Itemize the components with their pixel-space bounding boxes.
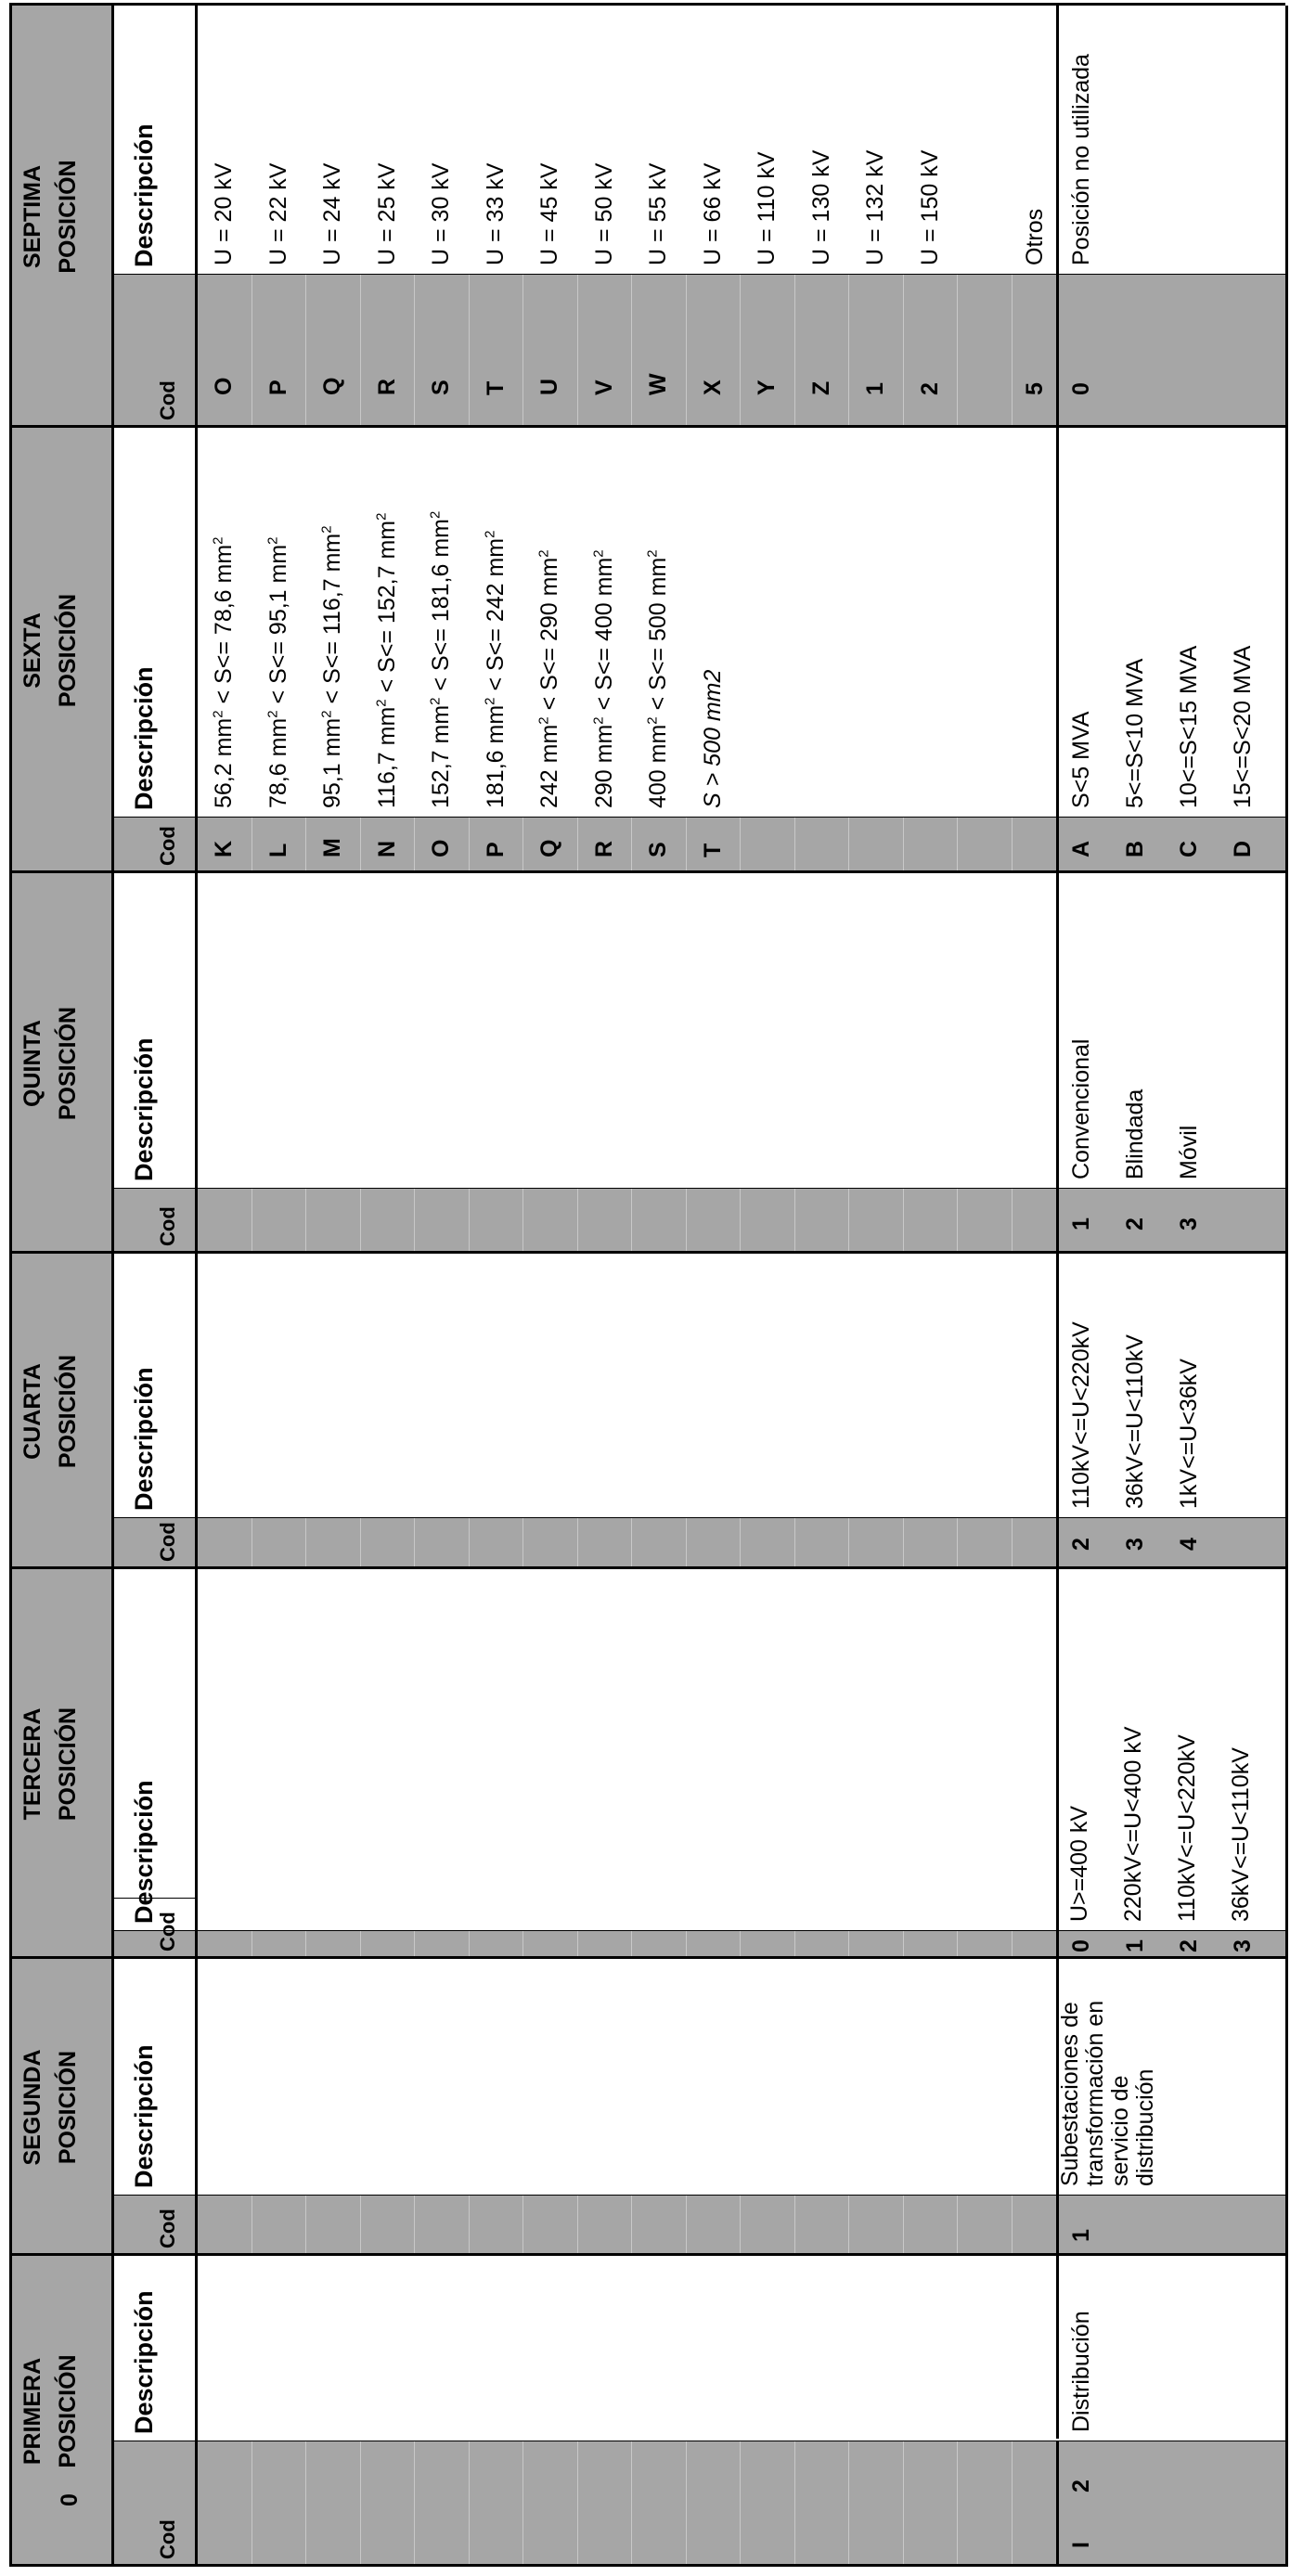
sexta-lower-cod: A — [1068, 840, 1094, 857]
quinta-cod: 2 — [1122, 1217, 1148, 1230]
code-row-rule — [794, 2196, 795, 2256]
code-row-rule — [469, 275, 470, 428]
code-row-rule — [794, 1518, 795, 1569]
septima-desc: U = 30 kV — [428, 162, 454, 265]
code-row-rule — [414, 2196, 415, 2256]
septima-cod: 5 — [1022, 382, 1048, 395]
code-row-rule — [577, 2196, 578, 2256]
code-row-rule — [686, 275, 687, 428]
code-row-rule — [360, 2441, 361, 2567]
septima-cod: Y — [754, 380, 780, 395]
section-title-line2: POSICIÓN — [55, 1707, 81, 1822]
sexta-desc-part: 400 mm — [645, 724, 671, 808]
septima-desc: U = 132 kV — [862, 149, 888, 265]
sexta-lower-desc: 15<=S<20 MVA — [1230, 645, 1256, 808]
sexta-cod: M — [319, 838, 345, 857]
cuarta-cod: 3 — [1122, 1538, 1148, 1551]
cod-header-label: Cod — [156, 2209, 179, 2248]
sexta-desc-part: < S<= 400 mm — [590, 557, 617, 717]
code-row-rule — [577, 2441, 578, 2567]
code-row-rule — [305, 1518, 306, 1569]
code-row-rule — [794, 1189, 795, 1254]
code-row-rule — [469, 1518, 470, 1569]
tercera-cod: 2 — [1176, 1939, 1202, 1952]
tercera-desc: 110kV<=U<220kV — [1174, 1734, 1200, 1922]
septima-cod: W — [645, 373, 671, 395]
code-row-rule — [360, 1518, 361, 1569]
septima-cod: R — [373, 378, 400, 395]
septima-desc: U = 25 kV — [373, 162, 400, 265]
sexta-desc-part: 2 — [535, 549, 552, 558]
desc-header-label: Descripción — [130, 666, 158, 810]
septima-cod: 1 — [862, 382, 888, 395]
septima-cod: 2 — [916, 382, 943, 395]
septima-cod: 0 — [1068, 382, 1094, 395]
section-left-rule-1 — [9, 2253, 1285, 2256]
code-row-rule — [631, 275, 632, 428]
section-title-line2: POSICIÓN — [55, 1006, 81, 1121]
cuarta-desc: 36kV<=U<110kV — [1122, 1334, 1148, 1509]
code-row-rule — [577, 1931, 578, 1959]
section-left-rule-5 — [9, 870, 1285, 873]
section-title-line1: CUARTA — [19, 1363, 45, 1460]
code-row-rule — [740, 2196, 741, 2256]
sexta-desc-part: 2 — [644, 549, 661, 558]
code-row-rule — [686, 2441, 687, 2567]
code-row-rule — [957, 1931, 958, 1959]
sexta-desc-part: < S<= 181,6 mm — [428, 519, 454, 698]
code-desc-divider-2 — [111, 1930, 1285, 1931]
sexta-desc-part: < S<= 290 mm — [536, 557, 562, 717]
sexta-lower-desc: S<5 MVA — [1068, 711, 1094, 808]
sexta-desc-part: 2 — [590, 549, 607, 558]
sexta-desc-part: 2 — [210, 710, 226, 718]
sexta-desc-part: 181,6 mm — [482, 704, 509, 808]
septima-cod: S — [428, 380, 454, 395]
code-row-rule — [957, 2441, 958, 2567]
cuarta-desc: 110kV<=U<220kV — [1068, 1321, 1094, 1509]
code-row-rule — [577, 818, 578, 873]
sexta-cod: P — [482, 842, 509, 857]
sexta-desc — [210, 536, 239, 808]
sexta-desc-part: < S<= 152,7 mm — [373, 520, 400, 700]
code-row-rule — [360, 2196, 361, 2256]
cod-header-label: Cod — [156, 380, 179, 420]
code-row-rule — [848, 1931, 849, 1959]
code-row-rule — [903, 818, 904, 873]
code-row-rule — [686, 818, 687, 873]
code-column-bg-6 — [1056, 275, 1285, 428]
sexta-cod: S — [645, 842, 671, 857]
code-row-rule — [740, 1931, 741, 1959]
sexta-desc-part: 2 — [373, 512, 390, 521]
quinta-desc: Blindada — [1122, 1088, 1148, 1179]
septima-cod: O — [211, 377, 237, 395]
sexta-desc — [644, 549, 673, 808]
septima-cod: Q — [319, 377, 345, 395]
code-row-rule — [794, 818, 795, 873]
desc-header-label: Descripción — [130, 2290, 158, 2434]
sexta-lower-cod: C — [1176, 840, 1202, 857]
section-title-line2: POSICIÓN — [55, 2050, 81, 2165]
septima-desc: U = 20 kV — [211, 162, 237, 265]
code-row-rule — [686, 1189, 687, 1254]
desc-column-bg-3 — [111, 1254, 1285, 1518]
quinta-cod: 1 — [1068, 1217, 1094, 1230]
code-row-rule — [1012, 818, 1013, 873]
code-row-rule — [305, 2196, 306, 2256]
sexta-desc-part: 2 — [264, 536, 281, 545]
cuarta-desc: 1kV<=U<36kV — [1176, 1359, 1202, 1509]
tercera-desc: U>=400 kV — [1066, 1805, 1092, 1922]
code-row-rule — [469, 2196, 470, 2256]
sexta-desc-part: 95,1 mm — [319, 717, 345, 808]
septima-desc: U = 150 kV — [916, 149, 943, 265]
code-row-rule — [305, 2441, 306, 2567]
sexta-desc-part: 2 — [427, 697, 444, 705]
code-row-rule — [577, 1518, 578, 1569]
sexta-desc-part: < S<= 116,7 mm — [319, 533, 345, 711]
code-row-rule — [577, 1189, 578, 1254]
sexta-desc-part: 2 — [210, 536, 226, 545]
code-row-rule — [903, 2196, 904, 2256]
code-row-rule — [305, 1931, 306, 1959]
sexta-desc-part: 2 — [427, 510, 444, 520]
cod-header-label: Cod — [156, 826, 179, 866]
code-row-rule — [522, 818, 523, 873]
code-row-rule — [740, 1189, 741, 1254]
sexta-cod: L — [264, 843, 291, 857]
sexta-desc — [590, 549, 619, 808]
section-title-line2: POSICIÓN — [55, 1354, 81, 1469]
section-title-line2: POSICIÓN — [55, 160, 81, 274]
sexta-cod: R — [590, 840, 617, 857]
code-row-rule — [631, 1189, 632, 1254]
sexta-desc-part: 2 — [318, 710, 335, 718]
code-row-rule — [522, 2196, 523, 2256]
septima-desc: U = 55 kV — [645, 162, 671, 265]
quinta-cod: 3 — [1176, 1217, 1202, 1230]
code-row-rule — [957, 818, 958, 873]
code-row-rule — [686, 1518, 687, 1569]
code-row-rule — [1012, 275, 1013, 428]
sexta-desc — [373, 513, 402, 808]
code-row-rule — [957, 275, 958, 428]
section-left-rule-2 — [9, 1956, 1285, 1959]
sexta-cod: K — [211, 840, 237, 857]
septima-desc: U = 130 kV — [807, 149, 834, 265]
septima-cod: P — [264, 380, 291, 395]
sexta-desc-part: 2 — [535, 716, 552, 725]
section-title-line2: POSICIÓN — [55, 2354, 81, 2468]
section-left-rule-6 — [9, 425, 1285, 428]
code-row-rule — [903, 1189, 904, 1254]
code-row-rule — [903, 1518, 904, 1569]
section-title-line1: SEXTA — [19, 612, 45, 689]
title-bottom-rule — [111, 6, 114, 2567]
code-row-rule — [414, 818, 415, 873]
section-title-line1: SEGUNDA — [19, 2049, 45, 2166]
code-row-rule — [631, 1518, 632, 1569]
cuarta-cod: 2 — [1068, 1538, 1094, 1551]
code-row-rule — [686, 1931, 687, 1959]
sexta-desc-part: < S<= 95,1 mm — [264, 544, 291, 711]
sexta-cod: T — [699, 843, 726, 857]
sexta-lower-cod: D — [1230, 840, 1256, 857]
code-row-rule — [631, 2196, 632, 2256]
section-title-line1: TERCERA — [19, 1707, 45, 1821]
code-row-rule — [414, 2441, 415, 2567]
code-row-rule — [522, 1189, 523, 1254]
code-row-rule — [522, 275, 523, 428]
sexta-desc-part: S > 500 mm2 — [699, 669, 726, 808]
tercera-desc: 220kV<=U<400 kV — [1120, 1726, 1146, 1922]
sexta-desc-part: < S<= 500 mm — [645, 557, 671, 717]
code-row-rule — [469, 2441, 470, 2567]
code-row-rule — [740, 1518, 741, 1569]
sexta-cod: O — [428, 839, 454, 857]
code-row-rule — [740, 2441, 741, 2567]
septima-cod: Z — [807, 380, 834, 395]
code-row-rule — [957, 1189, 958, 1254]
code-row-rule — [360, 818, 361, 873]
code-row-rule — [414, 1931, 415, 1959]
code-row-rule — [631, 1931, 632, 1959]
code-desc-divider-3 — [111, 1517, 1285, 1518]
sexta-desc — [427, 511, 456, 808]
section-left-rule-4 — [9, 1251, 1285, 1254]
code-row-rule — [794, 2441, 795, 2567]
sexta-desc — [699, 670, 728, 808]
code-row-rule — [740, 818, 741, 873]
quinta-desc: Móvil — [1176, 1125, 1202, 1179]
code-row-rule — [631, 2441, 632, 2567]
tercera-desc: 36kV<=U<110kV — [1228, 1747, 1254, 1922]
sexta-desc-part: 290 mm — [590, 724, 617, 808]
sexta-desc — [482, 531, 510, 808]
code-row-rule — [522, 1931, 523, 1959]
section-left-rule-3 — [9, 1566, 1285, 1569]
table-top-rule — [9, 6, 12, 2567]
desc-header-label: Descripción — [130, 1037, 158, 1181]
septima-desc: U = 22 kV — [264, 162, 291, 265]
table-bottom-rule — [1285, 6, 1288, 2567]
code-row-rule — [740, 275, 741, 428]
code-row-rule — [903, 2441, 904, 2567]
header-bottom-rule — [195, 6, 198, 2567]
primera-cod: 2 — [1068, 2479, 1094, 2492]
sexta-desc — [318, 525, 347, 808]
cuarta-cod: 4 — [1176, 1538, 1202, 1551]
desc-column-bg-0 — [111, 2256, 1285, 2441]
tercera-cod: 0 — [1068, 1939, 1094, 1952]
code-row-rule — [360, 1931, 361, 1959]
septima-cod: U — [536, 378, 562, 395]
code-row-rule — [848, 818, 849, 873]
septima-cod: X — [699, 380, 726, 395]
row-label: I — [1068, 2542, 1094, 2548]
code-row-rule — [577, 275, 578, 428]
desc-header-label: Descripción — [130, 1367, 158, 1511]
desc-header-label: Descripción — [130, 1780, 158, 1924]
desc-header-label: Descripción — [130, 2044, 158, 2188]
code-row-rule — [903, 1931, 904, 1959]
septima-desc: U = 110 kV — [754, 151, 780, 265]
table-right-rule — [9, 3, 1285, 6]
sexta-desc-part: 2 — [590, 716, 607, 725]
sexta-lower-cod: B — [1122, 840, 1148, 857]
desc-column-bg-2 — [111, 1569, 1285, 1931]
code-row-rule — [469, 1189, 470, 1254]
sexta-desc-part: < S<= 78,6 mm — [211, 544, 237, 711]
septima-desc: U = 45 kV — [536, 162, 562, 265]
code-row-rule — [360, 275, 361, 428]
code-row-rule — [903, 275, 904, 428]
code-row-rule — [469, 1931, 470, 1959]
septima-desc: Posición no utilizada — [1068, 54, 1094, 265]
segunda-desc: Subestaciones de transformación en servicio de distribución — [1057, 2000, 1158, 2186]
section-title-line1: SEPTIMA — [19, 164, 45, 269]
code-row-rule — [414, 1189, 415, 1254]
code-row-rule — [848, 275, 849, 428]
cod-header-label: Cod — [156, 2519, 179, 2559]
sexta-desc-part: 56,2 mm — [211, 717, 237, 808]
sexta-desc-part: 2 — [482, 697, 498, 705]
code-row-rule — [848, 1189, 849, 1254]
cod-header-label: Cod — [156, 1206, 179, 1246]
desc-header-label: Descripción — [130, 123, 158, 267]
sexta-desc-part: 2 — [482, 530, 498, 538]
code-row-rule — [794, 275, 795, 428]
section-left-rule-0 — [9, 2564, 1285, 2567]
section-title-line1: PRIMERA — [19, 2357, 45, 2466]
septima-desc: Otros — [1022, 208, 1048, 265]
tercera-cod: 1 — [1122, 1939, 1148, 1952]
code-row-rule — [957, 1518, 958, 1569]
code-row-rule — [631, 818, 632, 873]
cod-header-label: Cod — [156, 1522, 179, 1562]
septima-cod: V — [590, 380, 617, 395]
code-row-rule — [522, 1518, 523, 1569]
sexta-cod: N — [373, 840, 400, 857]
septima-desc: U = 66 kV — [699, 162, 726, 265]
code-row-rule — [1012, 2196, 1013, 2256]
code-row-rule — [305, 818, 306, 873]
code-row-rule — [1012, 1931, 1013, 1959]
code-row-rule — [1012, 1518, 1013, 1569]
code-row-rule — [686, 2196, 687, 2256]
code-row-rule — [414, 275, 415, 428]
sexta-desc — [535, 549, 564, 808]
code-row-rule — [848, 2196, 849, 2256]
sexta-desc-part: 2 — [644, 716, 661, 725]
sexta-desc-part: 116,7 mm — [373, 706, 400, 808]
code-row-rule — [469, 818, 470, 873]
desc-column-bg-4 — [111, 873, 1285, 1189]
code-row-rule — [414, 1518, 415, 1569]
code-row-rule — [848, 2441, 849, 2567]
corner-value: 0 — [57, 2493, 83, 2506]
segunda-cod: 1 — [1068, 2229, 1094, 2242]
code-row-rule — [305, 275, 306, 428]
sexta-lower-desc: 10<=S<15 MVA — [1176, 645, 1202, 808]
code-row-rule — [794, 1931, 795, 1959]
sexta-desc-part: < S<= 242 mm — [482, 537, 509, 698]
sexta-desc — [264, 536, 293, 808]
code-column-bg-1 — [1056, 2196, 1285, 2256]
sexta-desc-part: 2 — [373, 699, 390, 707]
primera-desc: Distribución — [1068, 2311, 1094, 2432]
sexta-desc-part: 242 mm — [536, 724, 562, 808]
sexta-lower-desc: 5<=S<10 MVA — [1122, 658, 1148, 808]
sexta-desc-part: 152,7 mm — [428, 704, 454, 808]
section-title-line1: QUINTA — [19, 1020, 45, 1107]
sexta-desc-part: 2 — [318, 525, 335, 534]
code-row-rule — [522, 2441, 523, 2567]
code-row-rule — [1012, 1189, 1013, 1254]
septima-cod: T — [482, 380, 509, 395]
sexta-cod: Q — [536, 839, 562, 857]
code-row-rule — [360, 1189, 361, 1254]
section-title-line2: POSICIÓN — [55, 593, 81, 708]
code-row-rule — [957, 2196, 958, 2256]
quinta-desc: Convencional — [1068, 1038, 1094, 1179]
cod-header-label: Cod — [156, 1912, 179, 1951]
tercera-cod: 3 — [1230, 1939, 1256, 1952]
code-desc-divider-1 — [111, 2195, 1285, 2196]
code-row-rule — [1012, 2441, 1013, 2567]
code-desc-divider-4 — [111, 1188, 1285, 1189]
code-desc-divider-5 — [111, 817, 1285, 818]
code-desc-divider-6 — [111, 274, 1285, 275]
code-row-rule — [848, 1518, 849, 1569]
code-row-rule — [305, 1189, 306, 1254]
septima-desc: U = 50 kV — [590, 162, 617, 265]
septima-desc: U = 33 kV — [482, 162, 509, 265]
septima-desc: U = 24 kV — [319, 162, 345, 265]
sexta-desc-part: 78,6 mm — [264, 717, 291, 808]
sexta-desc-part: 2 — [264, 710, 281, 718]
